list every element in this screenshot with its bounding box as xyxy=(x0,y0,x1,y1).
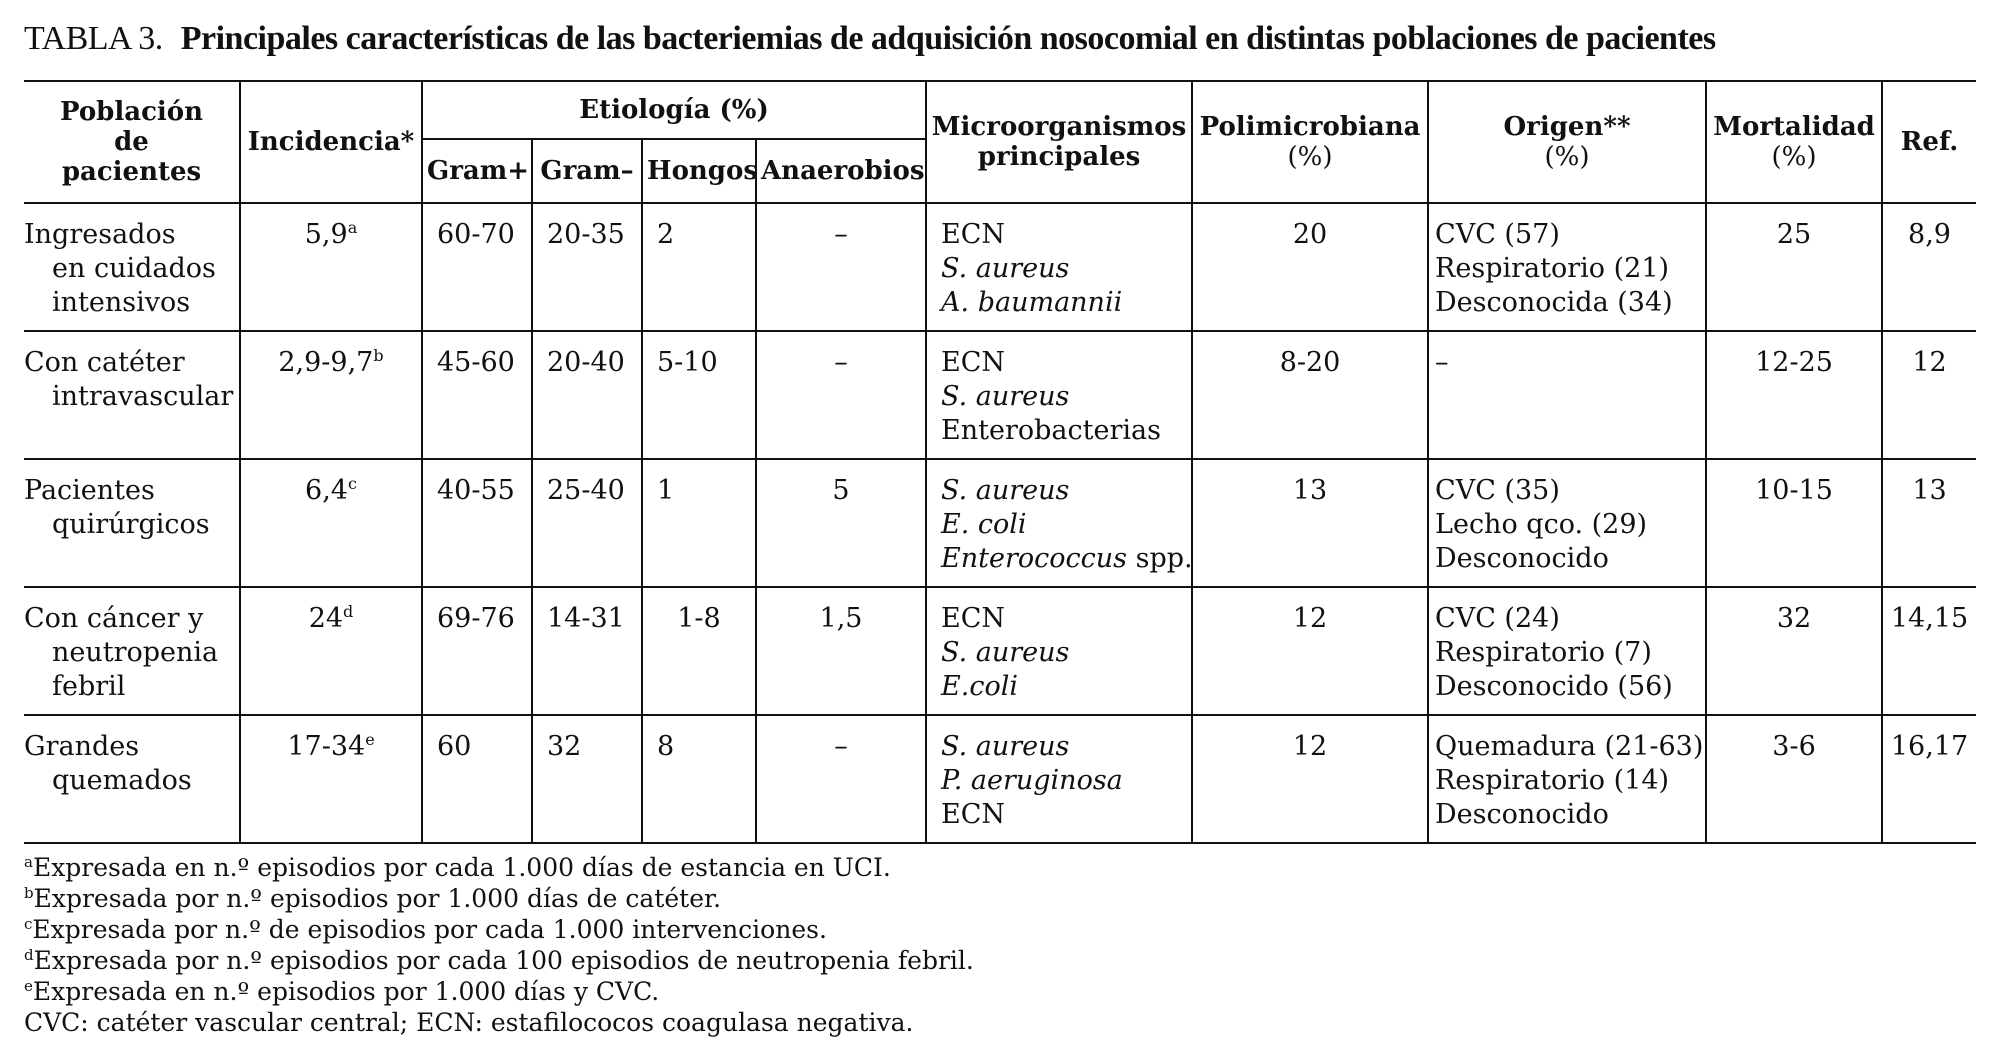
table-row xyxy=(24,331,1976,459)
cell-gram-pos: 60 xyxy=(422,715,532,843)
incidencia-footnote-mark: d xyxy=(343,602,354,621)
micro-species-abbrev: spp. xyxy=(1135,543,1193,574)
cell-gram-neg: 20-35 xyxy=(532,203,642,331)
poblacion-line: neutropenia xyxy=(52,637,219,668)
micro-line: S. aureus xyxy=(941,381,1070,412)
incidencia-footnote-mark: b xyxy=(373,346,384,365)
cell-anaerobios: 5 xyxy=(756,459,926,587)
header-etiologia: Etiología (%) xyxy=(422,81,926,139)
cell-origen xyxy=(1428,203,1706,331)
poblacion-line: intravascular xyxy=(52,381,234,412)
header-origen-line-2: (%) xyxy=(1544,142,1590,172)
cell-ref: 13 xyxy=(1882,459,1976,587)
cell-origen xyxy=(1428,331,1706,459)
cell-polimicrobiana: 8-20 xyxy=(1192,331,1428,459)
micro-line: ECN xyxy=(941,219,1006,250)
micro-line: S. aureus xyxy=(941,637,1070,668)
footnotes xyxy=(24,852,974,1038)
incidencia-footnote-mark: a xyxy=(347,218,358,237)
incidencia-footnote-mark: c xyxy=(347,474,357,493)
table-title-text: Principales características de las bacteriemias de adquisición nosocomial en distintas poblaciones de pacientes xyxy=(180,20,1716,57)
poblacion-line: en cuidados xyxy=(52,253,216,284)
poblacion-line: Pacientes xyxy=(24,475,155,506)
cell-hongos: 1-8 xyxy=(642,587,756,715)
footnote-text: Expresada por n.º de episodios por cada 1.000 intervenciones. xyxy=(32,915,827,944)
origen-line: CVC (35) xyxy=(1435,475,1560,506)
cell-anaerobios: – xyxy=(756,203,926,331)
table-row xyxy=(24,459,1976,587)
cell-poblacion xyxy=(24,587,240,715)
footnote xyxy=(24,914,974,945)
footnote-mark: c xyxy=(24,915,33,933)
footnote xyxy=(24,883,974,914)
cell-poblacion xyxy=(24,203,240,331)
cell-hongos: 8 xyxy=(642,715,756,843)
header-poblacion-line-1: Población xyxy=(59,97,204,127)
header-origen xyxy=(1428,81,1706,203)
header-ref: Ref. xyxy=(1882,81,1976,203)
header-origen-line-1: Origen** xyxy=(1503,112,1631,142)
poblacion-line: quemados xyxy=(52,765,192,796)
cell-gram-pos: 40-55 xyxy=(422,459,532,587)
table-row xyxy=(24,715,1976,843)
header-mortalidad-line-1: Mortalidad xyxy=(1713,112,1875,142)
footnote-text: CVC: catéter vascular central; ECN: estafilococos coagulasa negativa. xyxy=(24,1008,914,1037)
cell-polimicrobiana: 20 xyxy=(1192,203,1428,331)
header-poblacion xyxy=(24,81,240,203)
header-poblacion-line-3: pacientes xyxy=(61,157,202,187)
header-polimicrobiana-line-2: (%) xyxy=(1287,142,1333,172)
cell-gram-neg: 20-40 xyxy=(532,331,642,459)
origen-line: – xyxy=(1435,347,1449,378)
cell-gram-pos: 69-76 xyxy=(422,587,532,715)
micro-line: A. baumannii xyxy=(941,287,1123,318)
footnote-mark: e xyxy=(24,977,33,995)
cell-incidencia xyxy=(240,203,422,331)
poblacion-line: febril xyxy=(52,671,126,702)
cell-polimicrobiana: 12 xyxy=(1192,715,1428,843)
header-poblacion-line-2: de xyxy=(114,127,149,157)
micro-line: ECN xyxy=(941,799,1006,830)
table-label: TABLA 3. xyxy=(24,20,163,57)
cell-gram-pos: 60-70 xyxy=(422,203,532,331)
cell-microorganismos xyxy=(926,587,1192,715)
header-polimicrobiana-line-1: Polimicrobiana xyxy=(1199,112,1421,142)
cell-mortalidad: 10-15 xyxy=(1706,459,1882,587)
header-hongos: Hongos xyxy=(642,139,756,203)
cell-poblacion xyxy=(24,459,240,587)
micro-line: P. aeruginosa xyxy=(941,765,1123,796)
poblacion-line: Ingresados xyxy=(24,219,176,250)
incidencia-value: 24 xyxy=(308,603,344,634)
cell-ref: 14,15 xyxy=(1882,587,1976,715)
cell-incidencia xyxy=(240,331,422,459)
cell-ref: 8,9 xyxy=(1882,203,1976,331)
micro-genus: Enterococcus xyxy=(941,543,1127,574)
footnote-text: Expresada por n.º episodios por cada 100 episodios de neutropenia febril. xyxy=(33,946,974,975)
origen-line: Desconocido (56) xyxy=(1435,671,1673,702)
cell-anaerobios: – xyxy=(756,331,926,459)
footnote-mark: b xyxy=(24,884,34,902)
cell-hongos: 5-10 xyxy=(642,331,756,459)
incidencia-value: 2,9-9,7 xyxy=(278,347,374,378)
incidencia-value: 17-34 xyxy=(287,731,366,762)
footnote-mark: d xyxy=(24,946,34,964)
cell-origen xyxy=(1428,459,1706,587)
cell-mortalidad: 3-6 xyxy=(1706,715,1882,843)
micro-line: E.coli xyxy=(941,671,1018,702)
origen-line: Desconocido xyxy=(1435,799,1609,830)
cell-microorganismos xyxy=(926,203,1192,331)
micro-line: S. aureus xyxy=(941,731,1070,762)
poblacion-line: Con cáncer y xyxy=(24,603,204,634)
data-table xyxy=(24,80,1976,844)
origen-line: Quemadura (21-63) xyxy=(1435,731,1704,762)
table-row xyxy=(24,587,1976,715)
cell-polimicrobiana: 12 xyxy=(1192,587,1428,715)
footnote-text: Expresada por n.º episodios por 1.000 días de catéter. xyxy=(33,884,722,913)
cell-ref: 16,17 xyxy=(1882,715,1976,843)
table-row xyxy=(24,203,1976,331)
origen-line: Desconocido xyxy=(1435,543,1609,574)
footnote-text: Expresada en n.º episodios por 1.000 días y CVC. xyxy=(32,977,660,1006)
poblacion-line: intensivos xyxy=(52,287,191,318)
origen-line: Respiratorio (14) xyxy=(1435,765,1670,796)
footnote xyxy=(24,852,974,883)
micro-line: ECN xyxy=(941,347,1006,378)
cell-mortalidad: 25 xyxy=(1706,203,1882,331)
cell-anaerobios: 1,5 xyxy=(756,587,926,715)
poblacion-line: Con catéter xyxy=(24,347,185,378)
header-anaerobios: Anaerobios xyxy=(756,139,926,203)
cell-anaerobios: – xyxy=(756,715,926,843)
cell-hongos: 1 xyxy=(642,459,756,587)
incidencia-value: 6,4 xyxy=(305,475,348,506)
cell-mortalidad: 32 xyxy=(1706,587,1882,715)
micro-line: E. coli xyxy=(941,509,1027,540)
header-mortalidad-line-2: (%) xyxy=(1771,142,1817,172)
cell-poblacion xyxy=(24,715,240,843)
origen-line: Desconocida (34) xyxy=(1435,287,1673,318)
incidencia-footnote-mark: e xyxy=(365,730,375,749)
micro-line: Enterobacterias xyxy=(941,415,1161,446)
abbreviations-note xyxy=(24,1007,974,1038)
micro-line: S. aureus xyxy=(941,253,1070,284)
cell-incidencia xyxy=(240,587,422,715)
footnote xyxy=(24,945,974,976)
cell-gram-neg: 25-40 xyxy=(532,459,642,587)
cell-incidencia xyxy=(240,715,422,843)
cell-mortalidad: 12-25 xyxy=(1706,331,1882,459)
footnote-mark: a xyxy=(24,853,33,871)
header-micro-line-1: Microorganismos xyxy=(931,112,1187,142)
cell-microorganismos xyxy=(926,459,1192,587)
header-microorganismos xyxy=(926,81,1192,203)
cell-microorganismos xyxy=(926,715,1192,843)
footnote xyxy=(24,976,974,1007)
incidencia-value: 5,9 xyxy=(304,219,348,250)
cell-incidencia xyxy=(240,459,422,587)
header-polimicrobiana xyxy=(1192,81,1428,203)
micro-line: ECN xyxy=(941,603,1006,634)
cell-gram-neg: 32 xyxy=(532,715,642,843)
micro-line: S. aureus xyxy=(941,475,1070,506)
cell-hongos: 2 xyxy=(642,203,756,331)
poblacion-line: quirúrgicos xyxy=(52,509,210,540)
poblacion-line: Grandes xyxy=(24,731,140,762)
origen-line: Respiratorio (21) xyxy=(1435,253,1670,284)
header-micro-line-2: principales xyxy=(977,142,1141,172)
origen-line: CVC (24) xyxy=(1435,603,1560,634)
cell-origen xyxy=(1428,587,1706,715)
cell-microorganismos xyxy=(926,331,1192,459)
origen-line: CVC (57) xyxy=(1435,219,1560,250)
header-incidencia: Incidencia* xyxy=(240,81,422,203)
header-gram-pos: Gram+ xyxy=(422,139,532,203)
cell-gram-pos: 45-60 xyxy=(422,331,532,459)
cell-polimicrobiana: 13 xyxy=(1192,459,1428,587)
cell-poblacion xyxy=(24,331,240,459)
cell-ref: 12 xyxy=(1882,331,1976,459)
origen-line: Respiratorio (7) xyxy=(1435,637,1652,668)
header-mortalidad xyxy=(1706,81,1882,203)
origen-line: Lecho qco. (29) xyxy=(1435,509,1648,540)
cell-gram-neg: 14-31 xyxy=(532,587,642,715)
header-gram-neg: Gram– xyxy=(532,139,642,203)
footnote-text: Expresada en n.º episodios por cada 1.000 días de estancia en UCI. xyxy=(32,853,891,882)
table-title xyxy=(24,20,1716,58)
cell-origen xyxy=(1428,715,1706,843)
